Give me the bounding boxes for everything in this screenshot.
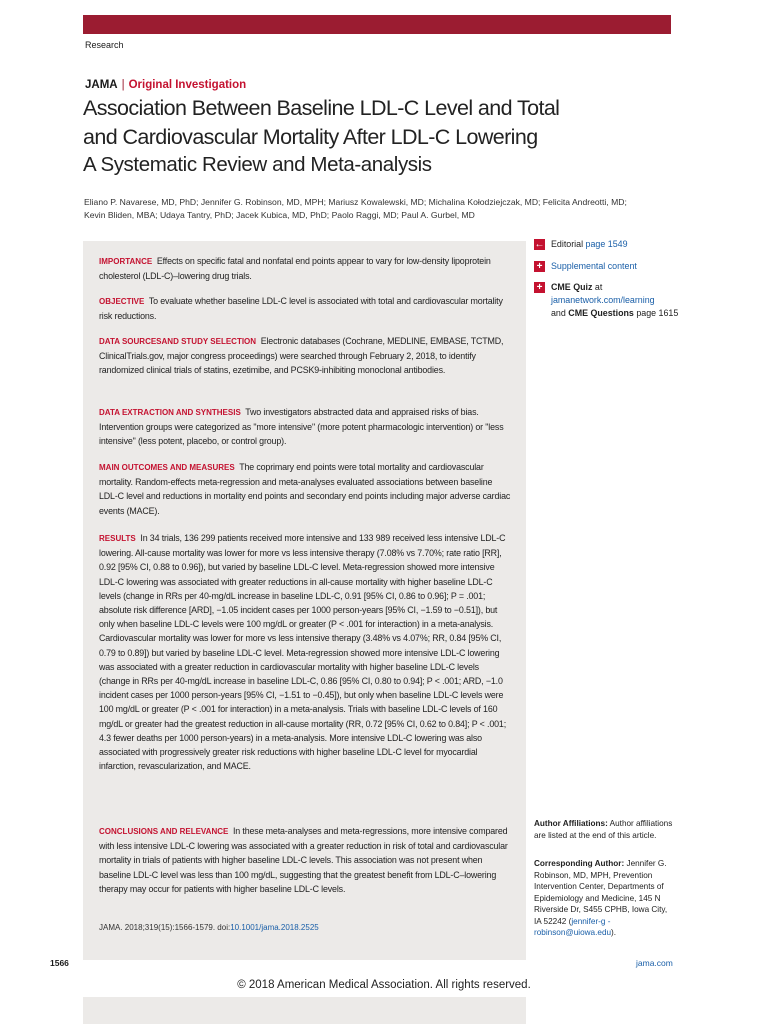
- article-type: Original Investigation: [128, 79, 247, 91]
- abstract-continuation: [83, 997, 526, 1024]
- citation: [99, 923, 319, 932]
- cme-page: page 1615: [636, 308, 679, 318]
- abstract-heading: DATA EXTRACTION AND SYNTHESIS: [99, 408, 241, 417]
- abstract-data-extraction: [99, 405, 511, 449]
- abstract-conclusions: [99, 824, 511, 896]
- abstract-results: [99, 531, 511, 773]
- cme-text: CME Quiz at jamanetwork.com/learning and CME Questions page 1615: [551, 282, 679, 318]
- abstract-data-sources: [99, 334, 511, 378]
- title-line: and Cardiovascular Mortality After LDL-C Lowering: [83, 125, 538, 149]
- plus-icon: +: [534, 282, 545, 293]
- article-subtitle: A Systematic Review and Meta-analysis: [83, 153, 432, 176]
- cme-label: CME Quiz: [551, 282, 593, 292]
- abstract-importance: [99, 254, 511, 283]
- arrow-left-icon: ←: [534, 239, 545, 250]
- affiliations-heading: Author Affiliations:: [534, 819, 608, 828]
- page-number: 1566: [50, 958, 69, 968]
- journal-line: [85, 79, 246, 91]
- affiliations-text: Author affiliations are listed at the end of this article.: [534, 819, 673, 840]
- abstract-text: In these meta-analyses and meta-regressions, more intensive compared with less intensive LDL-C lowering was associated with a greater reduction in risk of total and cardiovascular mortality in trials of patients with higher baseline LDL-C levels. This association was not present when baseline LDL-C level was less than 100 mg/dL, suggesting that the greatest benefit from LDL-C–lowering therapy may occur for patients with higher baseline LDL-C levels.: [99, 826, 508, 894]
- corresponding-author: Corresponding Author: Jennifer G. Robinson, MD, MPH, Prevention Intervention Center, Departments of Epidemiology and Medicine, 145 N Riverside Dr, S455 CPHB, Iowa City, IA 52242 (jennifer-g -robinson@uiowa.edu).: [534, 859, 668, 937]
- abstract-objective: [99, 294, 511, 323]
- section-label: Research: [85, 40, 124, 50]
- editorial-page-link[interactable]: page 1549: [585, 239, 628, 249]
- abstract-text: In 34 trials, 136 299 patients received more intensive and 133 989 received less intensive LDL-C lowering. All-cause mortality was lower for more vs less intensive therapy (7.08% vs 7.70%; rate ratio [RR], 0.92 [95% CI, 0.88 to 0.96]), but varied by baseline LDL-C level. Meta-regression showed more intensive LDL-C lowering was associated with greater reductions in all-cause mortality with higher baseline LDL-C levels (change in RRs per 40-mg/dL increase in baseline LDL-C, 0.91 [95% CI, 0.86 to 0.96]; P = .001; absolute risk difference [ARD], −1.05 incident cases per 1000 person-years [95% CI, −1.59 to −0.51]), but only when baseline LDL-C levels were 100 mg/dL or greater (P < .001 for interaction) in a meta-analysis. Cardiovascular mortality was lower for more vs less intensive therapy (3.48% vs 4.07%; RR, 0.84 [95% CI, 0.79 to 0.89]) but varied by baseline LDL-C level. Meta-regression showed more intensive LDL-C lowering was associated with a greater reduction in cardiovascular mortality with higher baseline LDL-C levels (change in RRs per 40-mg/dL increase in baseline LDL-C, 0.86 [95% CI, 0.80 to 0.94]; P < .001; ARD, −1.0 incident cases per 1000 person-years [95% CI, −1.51 to −0.45]), but only when baseline LDL-C levels were 100 mg/dL or greater (P < .001 for interaction) in a meta-analysis. Trials with baseline LDL-C levels of 160 mg/dL or greater had the greatest reduction in all-cause mortality (RR, 0.72 [95% CI, 0.62 to 0.84]; P < .001; 4.3 fewer deaths per 1000 person-years) in a meta-analysis. More intensive LDL-C lowering was also associated with progressively greater risk reductions with higher baseline LDL-C level for myocardial infarction, revascularization, and MACE.: [99, 533, 507, 772]
- abstract-text: Effects on specific fatal and nonfatal end points appear to vary for low-density lipoprotein cholesterol (LDL-C)–lowering drug trials.: [99, 256, 491, 282]
- header-bar: [83, 15, 671, 34]
- abstract-box: [83, 241, 526, 960]
- journal-name: JAMA: [85, 79, 118, 91]
- abstract-heading: MAIN OUTCOMES AND MEASURES: [99, 463, 235, 472]
- site-link[interactable]: jama.com: [636, 958, 673, 968]
- corresponding-text: Jennifer G. Robinson, MD, MPH, Prevention Intervention Center, Departments of Epidemiology and Medicine, 145 N Riverside Dr, S455 CPHB, Iowa City, IA 52242 (: [534, 859, 668, 926]
- corresponding-heading: Corresponding Author:: [534, 859, 625, 868]
- abstract-heading: IMPORTANCE: [99, 257, 153, 266]
- abstract-main-outcomes: [99, 460, 511, 518]
- abstract-heading: CONCLUSIONS AND RELEVANCE: [99, 827, 229, 836]
- title-line: Association Between Baseline LDL-C Level and Total: [83, 96, 560, 120]
- editorial-label: Editorial: [551, 239, 584, 249]
- abstract-text: The coprimary end points were total mortality and cardiovascular mortality. Random-effects meta-regression and meta-analyses evaluated associations between baseline LDL-C level and reductions in mortality end points and secondary end points including major adverse cardiac events (MACE).: [99, 462, 511, 516]
- author-affiliations: [534, 818, 674, 841]
- author-list: [84, 196, 644, 222]
- plus-icon: +: [534, 261, 545, 272]
- abstract-text: To evaluate whether baseline LDL-C level is associated with total and cardiovascular mortality risk reductions.: [99, 296, 503, 322]
- cme-questions: CME Questions: [568, 308, 634, 318]
- copyright: © 2018 American Medical Association. All rights reserved.: [237, 979, 531, 991]
- doi-link[interactable]: 10.1001/jama.2018.2525: [230, 923, 319, 932]
- abstract-heading: DATA SOURCESAND STUDY SELECTION: [99, 337, 257, 346]
- citation-text: JAMA. 2018;319(15):1566-1579. doi:: [99, 923, 231, 932]
- abstract-text: Two investigators abstracted data and appraised risks of bias. Intervention groups were categorized as "more intensive" (more potent pharmacologic intervention) or "less intensive" (less potent, placebo, or control group).: [99, 407, 504, 447]
- article-title: [83, 94, 673, 152]
- abstract-text: Electronic databases (Cochrane, MEDLINE, EMBASE, TCTMD, ClinicalTrials.gov, major congress proceedings) were searched through February 2, 2018, to identify randomized clinical trials of statins, ezetimibe, and PCSK9-inhibiting monoclonal antibodies.: [99, 336, 504, 376]
- supplemental-link[interactable]: Supplemental content: [551, 261, 637, 271]
- author-line: Kevin Bliden, MBA; Udaya Tantry, PhD; Jacek Kubica, MD, PhD; Paolo Raggi, MD; Paul A. Gurbel, MD: [84, 210, 475, 220]
- separator: |: [121, 79, 125, 91]
- abstract-heading: RESULTS: [99, 534, 136, 543]
- cme-url-link[interactable]: jamanetwork.com/learning: [551, 295, 655, 305]
- abstract-heading: OBJECTIVE: [99, 297, 145, 306]
- author-line: Eliano P. Navarese, MD, PhD; Jennifer G. Robinson, MD, MPH; Mariusz Kowalewski, MD; Michalina Kołodziejczak, MD; Felicita Andreotti, MD;: [84, 197, 627, 207]
- email-link[interactable]: jennifer-g -robinson@uiowa.edu: [534, 916, 612, 937]
